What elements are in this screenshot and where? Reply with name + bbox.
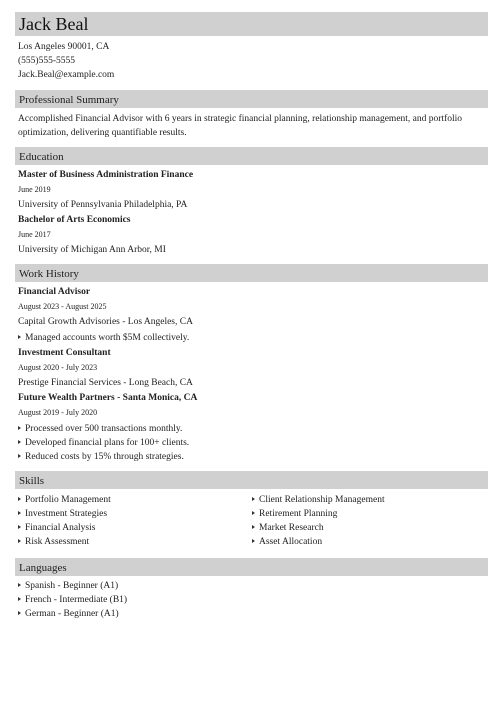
job-title: Investment Consultant	[18, 348, 111, 358]
bullet-icon	[18, 426, 21, 430]
list-item: Retirement Planning	[252, 507, 486, 521]
job-title: Financial Advisor	[18, 287, 91, 297]
job-bullets	[18, 331, 486, 345]
contact-email: Jack.Beal@example.com	[18, 70, 115, 80]
skills-list	[18, 493, 486, 549]
languages-section-header	[15, 558, 488, 576]
contact-address: Los Angeles 90001, CA	[18, 42, 110, 52]
list-item: Spanish - Beginner (A1)	[18, 579, 486, 593]
education-heading: Education	[19, 151, 64, 163]
summary-text: Accomplished Financial Advisor with 6 years in strategic financial planning, relationship management, and portfolio optimization, delivering quantifiable results.	[18, 114, 463, 138]
bullet-icon	[18, 497, 21, 501]
skills-heading: Skills	[19, 475, 45, 487]
bullet-icon	[18, 583, 21, 587]
list-item: Investment Strategies	[18, 507, 252, 521]
bullet-icon	[18, 335, 21, 339]
list-item: Risk Assessment	[18, 535, 252, 549]
bullet-icon	[252, 497, 255, 501]
bullet-icon	[18, 511, 21, 515]
work-heading: Work History	[19, 268, 79, 280]
contact-phone: (555)555-5555	[18, 56, 75, 66]
list-item: Developed financial plans for 100+ clients.	[18, 436, 486, 450]
languages-items	[18, 579, 486, 621]
education-date: June 2019	[18, 185, 51, 194]
job-title: Future Wealth Partners - Santa Monica, CA	[18, 393, 198, 403]
bullet-icon	[18, 611, 21, 615]
education-entry	[18, 169, 486, 212]
bullet-icon	[18, 454, 21, 458]
list-item: Financial Analysis	[18, 521, 252, 535]
work-section-header	[15, 264, 488, 282]
summary-section-header	[15, 90, 488, 108]
education-date: June 2017	[18, 230, 51, 239]
education-school: University of Michigan Ann Arbor, MI	[18, 245, 166, 255]
list-item: Client Relationship Management	[252, 493, 486, 507]
education-degree: Bachelor of Arts Economics	[18, 215, 131, 225]
list-item: Managed accounts worth $5M collectively.	[18, 331, 486, 345]
name-header	[15, 12, 488, 36]
summary-heading: Professional Summary	[19, 94, 119, 106]
candidate-name: Jack Beal	[19, 14, 89, 34]
job-dates: August 2019 - July 2020	[18, 408, 98, 417]
languages-list	[18, 579, 486, 621]
job-entry	[18, 392, 486, 464]
skills-column-left	[18, 493, 252, 549]
bullet-icon	[18, 440, 21, 444]
languages-heading: Languages	[19, 562, 67, 574]
skills-section-header	[15, 471, 488, 489]
job-bullets	[18, 422, 486, 464]
list-item: Reduced costs by 15% through strategies.	[18, 450, 486, 464]
education-degree: Master of Business Administration Finance	[18, 170, 194, 180]
bullet-icon	[252, 511, 255, 515]
job-dates: August 2023 - August 2025	[18, 302, 107, 311]
list-item: Market Research	[252, 521, 486, 535]
job-entry	[18, 347, 486, 390]
education-section-header	[15, 147, 488, 165]
bullet-icon	[18, 539, 21, 543]
list-item: German - Beginner (A1)	[18, 607, 486, 621]
list-item: French - Intermediate (B1)	[18, 593, 486, 607]
bullet-icon	[252, 525, 255, 529]
contact-info	[18, 40, 114, 82]
job-entry	[18, 286, 486, 345]
job-dates: August 2020 - July 2023	[18, 363, 98, 372]
list-item: Processed over 500 transactions monthly.	[18, 422, 486, 436]
skills-column-right	[252, 493, 486, 549]
bullet-icon	[252, 539, 255, 543]
education-entry	[18, 214, 486, 257]
job-company: Capital Growth Advisories - Los Angeles, CA	[18, 317, 193, 327]
education-school: University of Pennsylvania Philadelphia, PA	[18, 200, 188, 210]
bullet-icon	[18, 525, 21, 529]
list-item: Portfolio Management	[18, 493, 252, 507]
job-company: Prestige Financial Services - Long Beach, CA	[18, 378, 193, 388]
list-item: Asset Allocation	[252, 535, 486, 549]
bullet-icon	[18, 597, 21, 601]
